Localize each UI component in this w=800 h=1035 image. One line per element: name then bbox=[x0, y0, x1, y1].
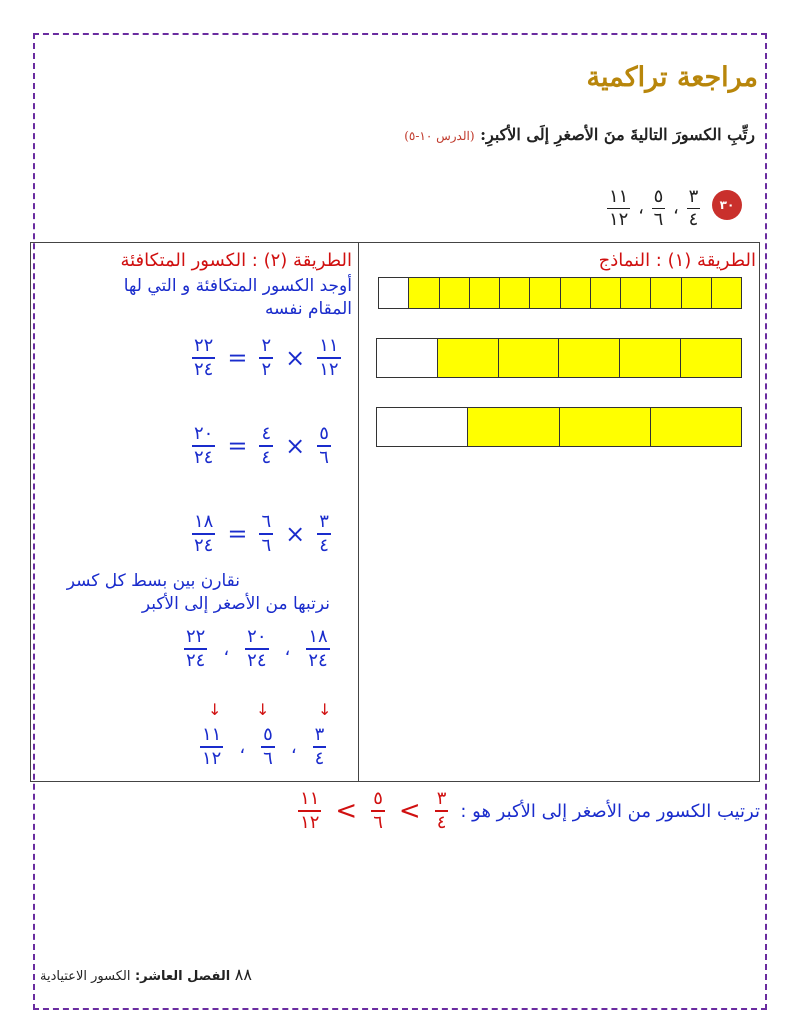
shaded-part bbox=[559, 408, 650, 446]
separator: ، bbox=[290, 736, 297, 758]
shaded-part bbox=[558, 339, 619, 377]
shaded-part bbox=[560, 278, 590, 308]
separator: ، bbox=[638, 197, 644, 219]
down-arrow-icon: ↓ bbox=[318, 700, 332, 719]
down-arrow-icon: ↓ bbox=[208, 700, 222, 719]
equals-sign: = bbox=[227, 344, 248, 372]
fraction-model-twelfths bbox=[378, 277, 742, 309]
ordered-equivalent-row bbox=[182, 628, 332, 670]
question-fractions bbox=[605, 188, 702, 229]
ordered-fraction: $\frac{٢٠}{٢٤}$ bbox=[247, 626, 267, 671]
shaded-part bbox=[711, 278, 741, 308]
method2-title: الطريقة (٢) : الكسور المتكافئة bbox=[120, 250, 352, 271]
shaded-part bbox=[681, 278, 711, 308]
shaded-part bbox=[439, 278, 469, 308]
shaded-part bbox=[680, 339, 741, 377]
separator: ، bbox=[284, 638, 291, 660]
times-sign: × bbox=[285, 432, 306, 460]
multiplier-fraction: $\frac{٢}{٢}$ bbox=[261, 335, 272, 380]
down-arrow-icon: ↓ bbox=[256, 700, 270, 719]
table-divider bbox=[358, 242, 359, 782]
unshaded-part bbox=[379, 278, 408, 308]
separator: ، bbox=[223, 638, 230, 660]
shaded-part bbox=[499, 278, 529, 308]
times-sign: × bbox=[285, 520, 306, 548]
equivalent-equation bbox=[190, 425, 333, 467]
shaded-part bbox=[620, 278, 650, 308]
original-fraction: $\frac{٥}{٦}$ bbox=[319, 423, 329, 468]
final-answer bbox=[296, 790, 760, 832]
chapter-label: الفصل العاشر: bbox=[134, 969, 231, 984]
method1-title: الطريقة (١) : النماذج bbox=[598, 250, 756, 271]
shaded-part bbox=[498, 339, 559, 377]
shaded-part bbox=[529, 278, 559, 308]
question-fraction: $\frac{١١}{١٢}$ bbox=[609, 186, 629, 230]
question-number-badge: ٣٠ bbox=[712, 190, 742, 220]
shaded-part bbox=[590, 278, 620, 308]
shaded-part bbox=[437, 339, 498, 377]
fraction-model-sixths bbox=[376, 338, 742, 378]
shaded-part bbox=[650, 408, 741, 446]
shaded-part bbox=[408, 278, 438, 308]
original-fraction: $\frac{٣}{٤}$ bbox=[319, 511, 329, 556]
answer-fraction: $\frac{٥}{٦}$ bbox=[373, 788, 383, 833]
lesson-reference: (الدرس ١٠-٥) bbox=[404, 129, 475, 143]
ordered-fraction: $\frac{٣}{٤}$ bbox=[314, 724, 325, 769]
separator: ، bbox=[239, 736, 246, 758]
result-fraction: $\frac{٢٠}{٢٤}$ bbox=[194, 423, 214, 468]
page-number: ٨٨ bbox=[234, 965, 252, 984]
comparison-symbol: < bbox=[398, 796, 421, 826]
equals-sign: = bbox=[227, 520, 248, 548]
page-footer bbox=[40, 965, 280, 984]
times-sign: × bbox=[285, 344, 306, 372]
multiplier-fraction: $\frac{٦}{٦}$ bbox=[261, 511, 272, 556]
ordered-fraction: $\frac{١٨}{٢٤}$ bbox=[308, 626, 328, 671]
comparison-symbol: < bbox=[335, 796, 358, 826]
original-fraction: $\frac{١١}{١٢}$ bbox=[319, 335, 339, 380]
shaded-part bbox=[619, 339, 680, 377]
method2-desc-line2: المقام نفسه bbox=[264, 299, 352, 319]
chapter-topic: الكسور الاعتيادية bbox=[40, 969, 131, 984]
method2-desc-line1: أوجد الكسور المتكافئة و التي لها bbox=[123, 276, 352, 296]
unshaded-part bbox=[377, 339, 437, 377]
unshaded-part bbox=[377, 408, 467, 446]
solution-table bbox=[30, 242, 760, 782]
equivalent-equation bbox=[190, 337, 343, 379]
equivalent-equation bbox=[190, 513, 333, 555]
result-fraction: $\frac{١٨}{٢٤}$ bbox=[194, 511, 214, 556]
ordered-fraction: $\frac{١١}{١٢}$ bbox=[202, 724, 222, 769]
instruction-label: رتِّبِ الكسورَ التاليةَ منَ الأصغرِ إلَى الأكبرِ: bbox=[480, 125, 755, 144]
question-fraction: $\frac{٣}{٤}$ bbox=[688, 186, 699, 230]
ordered-simple-row bbox=[198, 726, 328, 768]
page-title: مراجعة تراكمية bbox=[586, 62, 758, 93]
answer-fraction: $\frac{٣}{٤}$ bbox=[436, 788, 447, 833]
shaded-part bbox=[467, 408, 558, 446]
result-fraction: $\frac{٢٢}{٢٤}$ bbox=[194, 335, 214, 380]
shaded-part bbox=[469, 278, 499, 308]
instruction-text bbox=[404, 125, 755, 144]
ordered-fraction: $\frac{٥}{٦}$ bbox=[263, 724, 273, 769]
answer-fraction: $\frac{١١}{١٢}$ bbox=[300, 788, 320, 833]
fraction-model-fourths bbox=[376, 407, 742, 447]
compare-line2: نرتبها من الأصغر إلى الأكبر bbox=[141, 594, 330, 614]
compare-line1: نقارن بين بسط كل كسر bbox=[66, 571, 240, 591]
question-fraction: $\frac{٥}{٦}$ bbox=[653, 186, 664, 230]
multiplier-fraction: $\frac{٤}{٤}$ bbox=[261, 423, 272, 468]
shaded-part bbox=[650, 278, 680, 308]
ordered-fraction: $\frac{٢٢}{٢٤}$ bbox=[186, 626, 206, 671]
separator: ، bbox=[673, 197, 679, 219]
equals-sign: = bbox=[227, 432, 248, 460]
answer-text: ترتيب الكسور من الأصغر إلى الأكبر هو : bbox=[460, 800, 760, 822]
